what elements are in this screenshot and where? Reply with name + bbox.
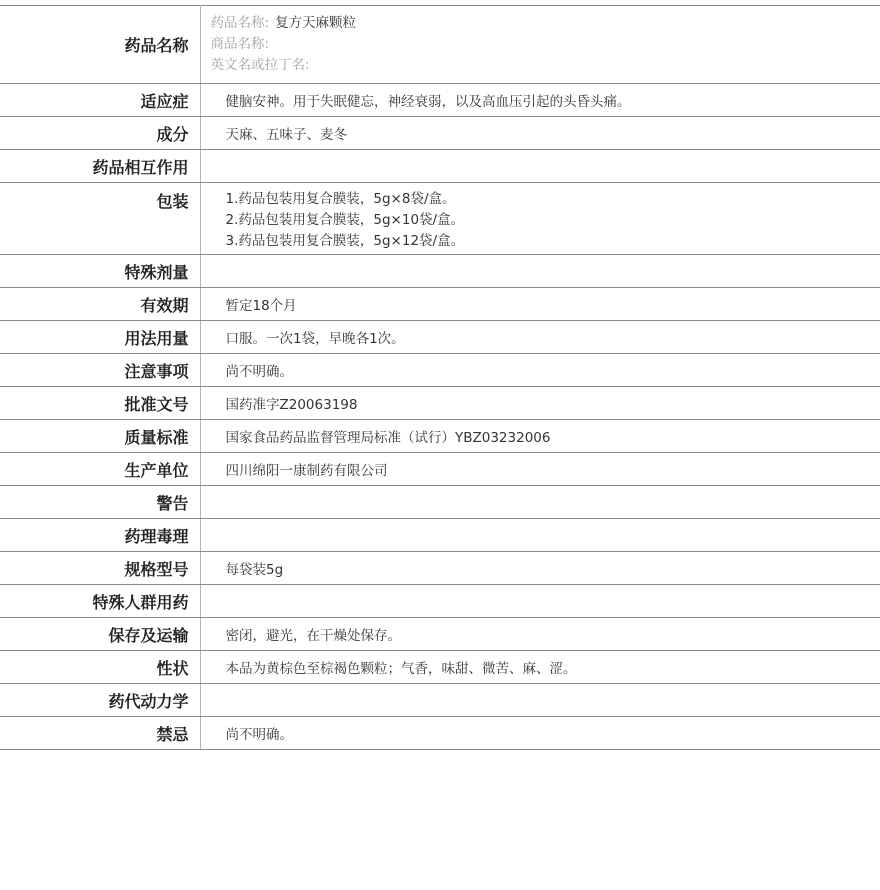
spec-row-shelf-life [0, 288, 880, 321]
row-label: 特殊人群用药 [0, 585, 200, 618]
row-label: 保存及运输 [0, 618, 200, 651]
trade-name-line [211, 34, 880, 55]
row-value: 暂定18个月 [200, 288, 880, 321]
row-label: 包装 [0, 183, 200, 255]
row-value [200, 519, 880, 552]
row-value: 密闭，避光，在干燥处保存。 [200, 618, 880, 651]
row-label: 适应症 [0, 84, 200, 117]
spec-row-approval-number [0, 387, 880, 420]
row-label: 药代动力学 [0, 684, 200, 717]
row-value: 国药准字Z20063198 [200, 387, 880, 420]
spec-row-contraindications [0, 717, 880, 750]
row-value [200, 150, 880, 183]
spec-row-pharmacology [0, 519, 880, 552]
drug-name-block [200, 6, 880, 84]
packaging-list [200, 183, 880, 255]
row-label: 特殊剂量 [0, 255, 200, 288]
generic-name-key: 药品名称: [210, 15, 270, 31]
row-value [200, 255, 880, 288]
generic-name-value: 复方天麻颗粒 [275, 15, 357, 31]
drug-spec-table [0, 5, 880, 750]
latin-name-key: 英文名或拉丁名: [210, 57, 310, 73]
packaging-item: 2.药品包装用复合膜装，5g×10袋/盒。 [225, 212, 465, 228]
spec-row-indications [0, 84, 880, 117]
spec-row-storage [0, 618, 880, 651]
spec-row-specification [0, 552, 880, 585]
row-value: 国家食品药品监督管理局标准（试行）YBZ03232006 [200, 420, 880, 453]
row-value [200, 486, 880, 519]
spec-row-ingredients [0, 117, 880, 150]
row-label: 性状 [0, 651, 200, 684]
row-label: 规格型号 [0, 552, 200, 585]
row-value: 本品为黄棕色至棕褐色颗粒；气香，味甜、微苦、麻、涩。 [200, 651, 880, 684]
row-value: 四川绵阳一康制药有限公司 [200, 453, 880, 486]
spec-row-interactions [0, 150, 880, 183]
spec-row-packaging [0, 183, 880, 255]
spec-row-pharmacokinetics [0, 684, 880, 717]
latin-name-line [211, 55, 880, 76]
spec-row-description [0, 651, 880, 684]
row-value [200, 585, 880, 618]
row-value [200, 684, 880, 717]
row-label: 药理毒理 [0, 519, 200, 552]
row-value: 健脑安神。用于失眠健忘，神经衰弱，以及高血压引起的头昏头痛。 [200, 84, 880, 117]
trade-name-key: 商品名称: [210, 36, 270, 52]
row-label: 成分 [0, 117, 200, 150]
row-value: 天麻、五味子、麦冬 [200, 117, 880, 150]
spec-row-usage-dosage [0, 321, 880, 354]
row-label: 质量标准 [0, 420, 200, 453]
row-label: 警告 [0, 486, 200, 519]
row-label: 注意事项 [0, 354, 200, 387]
row-label: 药品相互作用 [0, 150, 200, 183]
row-value: 尚不明确。 [200, 354, 880, 387]
packaging-item: 3.药品包装用复合膜装，5g×12袋/盒。 [225, 233, 465, 249]
row-label: 有效期 [0, 288, 200, 321]
generic-name-line [211, 13, 880, 34]
row-label: 批准文号 [0, 387, 200, 420]
spec-row-manufacturer [0, 453, 880, 486]
spec-row-special-dosage [0, 255, 880, 288]
spec-row-precautions [0, 354, 880, 387]
row-value: 每袋装5g [200, 552, 880, 585]
packaging-item: 1.药品包装用复合膜装，5g×8袋/盒。 [225, 191, 456, 207]
row-label: 生产单位 [0, 453, 200, 486]
row-label: 用法用量 [0, 321, 200, 354]
row-value: 口服。一次1袋，早晚各1次。 [200, 321, 880, 354]
row-label: 药品名称 [0, 6, 200, 84]
spec-row-warnings [0, 486, 880, 519]
spec-row-drug-name [0, 6, 880, 84]
row-label: 禁忌 [0, 717, 200, 750]
row-value: 尚不明确。 [200, 717, 880, 750]
spec-row-special-populations [0, 585, 880, 618]
spec-row-quality-standard [0, 420, 880, 453]
